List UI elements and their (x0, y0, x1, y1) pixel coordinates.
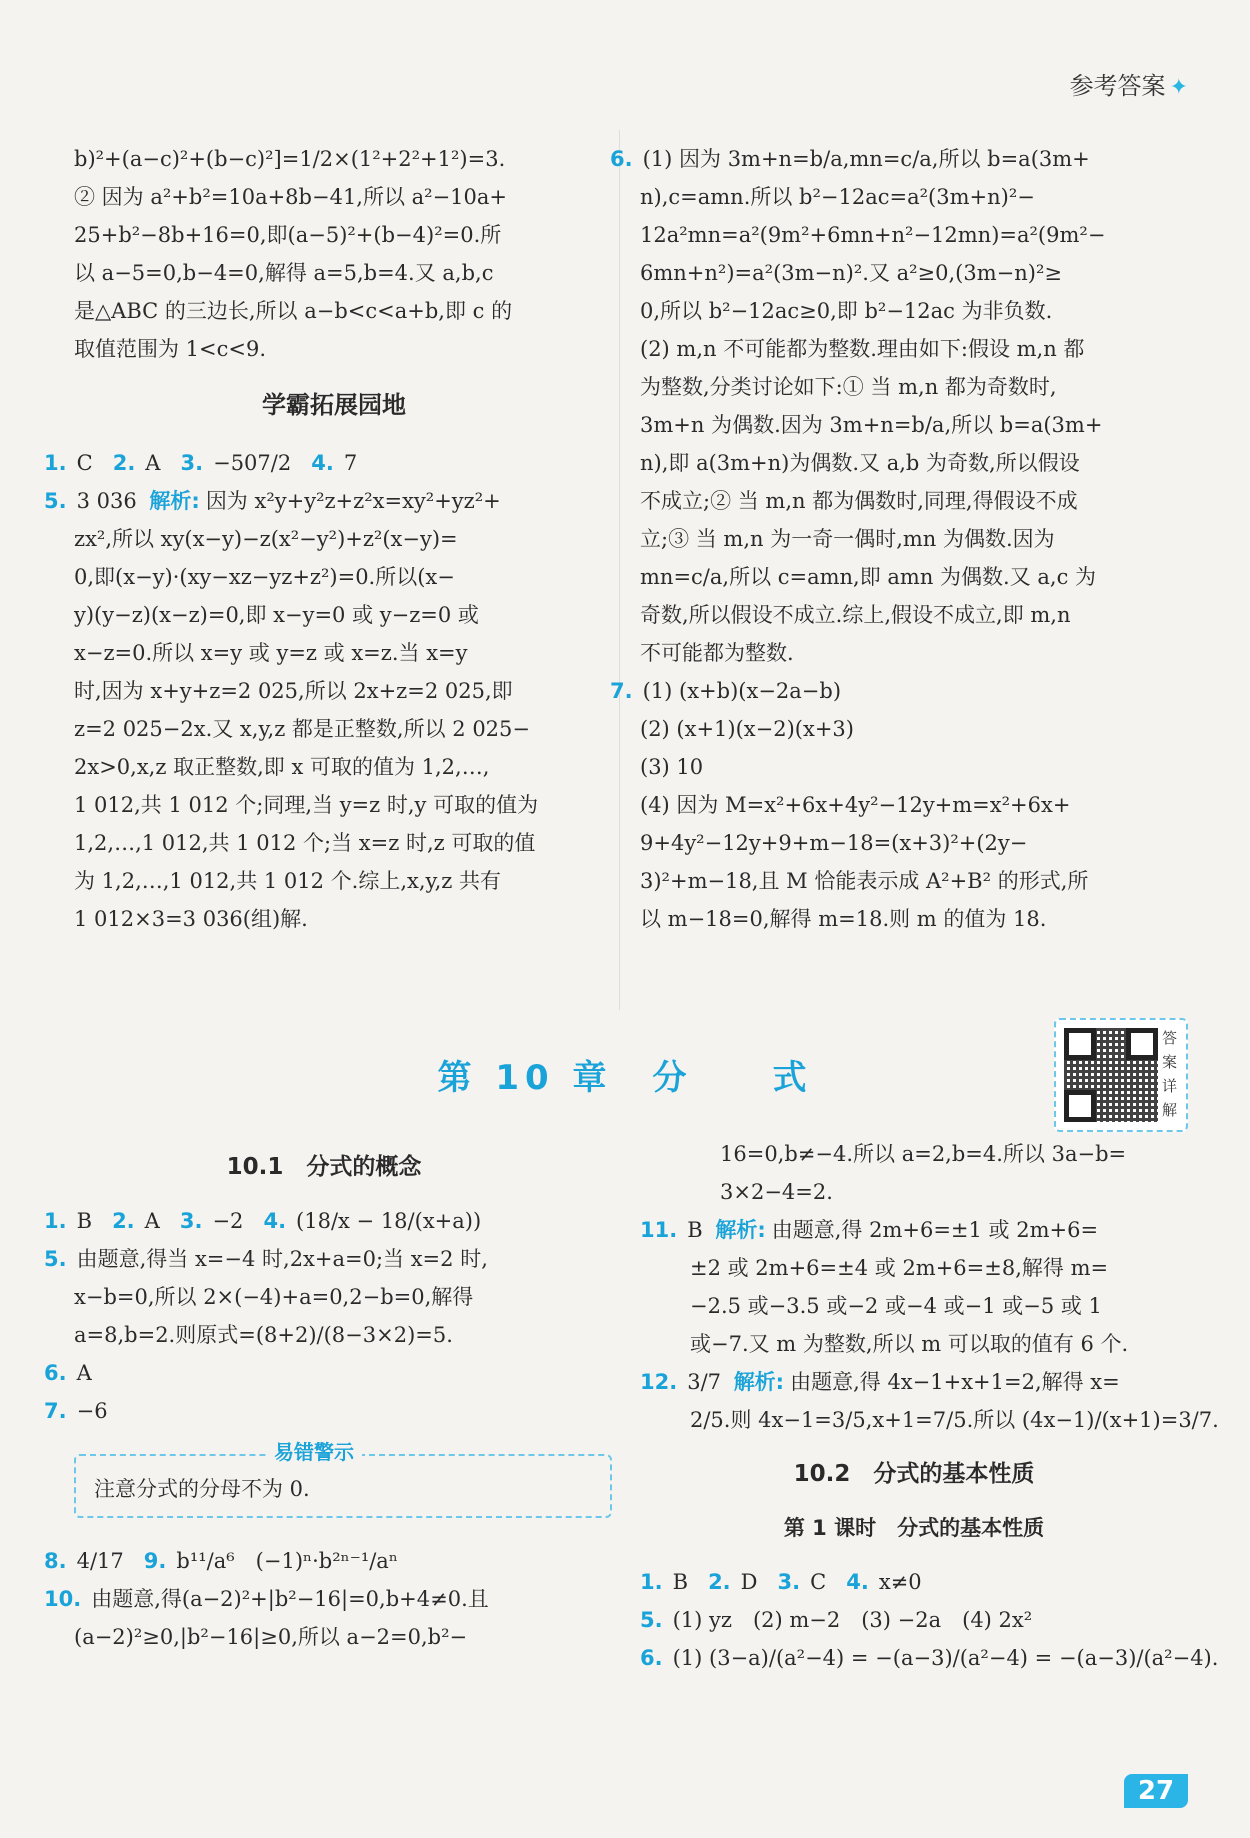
answer: A (144, 1209, 160, 1233)
answer: (1) (3−a)/(a²−4) = −(a−3)/(a²−4) = −(a−3)/(a²−4). (672, 1646, 1219, 1670)
left-column-bottom (44, 1148, 604, 1656)
qr-finder (1064, 1090, 1096, 1122)
s101-q6 (44, 1354, 604, 1392)
question-number: 3. (777, 1570, 801, 1594)
text-line: 25+b²−8b+16=0,即(a−5)²+(b−4)²=0.所 (74, 223, 502, 247)
text-line: (1) (x+b)(x−2a−b) (642, 679, 842, 703)
text-line: 12a²mn=a²(9m²+6mn+n²−12mn)=a²(9m²− (640, 223, 1106, 247)
s102-q5 (640, 1601, 1188, 1639)
column-divider (619, 130, 620, 1010)
xueba-section-title: 学霸拓展园地 (262, 391, 406, 419)
text-line: 16=0,b≠−4.所以 a=2,b=4.所以 3a−b= (720, 1142, 1127, 1166)
question-number: 2. (112, 451, 136, 475)
right-column-top (610, 140, 1188, 938)
text-line: (2) (x+1)(x−2)(x+3) (640, 717, 854, 741)
answer: B (672, 1570, 689, 1594)
answer: −2 (212, 1209, 244, 1233)
text-line: 或−7.又 m 为整数,所以 m 可以取的值有 6 个. (690, 1332, 1129, 1356)
hint-label: 解析: (715, 1218, 766, 1242)
s101-q1-4 (44, 1202, 604, 1240)
warning-title: 易错警示 (266, 1440, 362, 1464)
text-line: 由题意,得 4x−1+x+1=2,解得 x= (790, 1370, 1120, 1394)
text-line: 由题意,得(a−2)²+|b²−16|=0,b+4≠0.且 (91, 1587, 489, 1611)
text-line: zx²,所以 xy(x−y)−z(x²−y²)+z²(x−y)= (74, 527, 458, 551)
question-number: 6. (610, 147, 633, 171)
question-number: 10. (44, 1587, 82, 1611)
right-column-bottom (640, 1135, 1219, 1677)
question-number: 6. (640, 1646, 663, 1670)
text-line: 1 012,共 1 012 个;同理,当 y=z 时,y 可取的值为 (74, 793, 539, 817)
text-line: x−b=0,所以 2×(−4)+a=0,2−b=0,解得 (74, 1285, 474, 1309)
question-number: 7. (44, 1399, 67, 1423)
hint-label: 解析: (733, 1370, 785, 1394)
text-line: 1 012×3=3 036(组)解. (74, 907, 308, 931)
answer: −6 (76, 1399, 108, 1423)
question-number: 5. (44, 1247, 67, 1271)
text-line: 3m+n 为偶数.因为 3m+n=b/a,所以 b=a(3m+ (640, 413, 1103, 437)
warning-text: 注意分式的分母不为 0. (94, 1477, 310, 1501)
text-line: 不可能都为整数. (640, 641, 794, 665)
text-line: ② 因为 a²+b²=10a+8b−41,所以 a²−10a+ (74, 185, 508, 209)
question-number: 12. (640, 1370, 678, 1394)
text-line: 取值范围为 1<c<9. (74, 337, 267, 361)
s101-q10-header (44, 1580, 604, 1618)
xueba-answers-row (44, 444, 594, 482)
s101-q12-header (640, 1363, 1188, 1401)
qr-code[interactable] (1054, 1018, 1188, 1132)
answer: B (76, 1209, 93, 1233)
question-number: 7. (610, 679, 633, 703)
answer: 4/17 (76, 1549, 124, 1573)
text-line: n),c=amn.所以 b²−12ac=a²(3m+n)²− (640, 185, 1035, 209)
text-line: 因为 x²y+y²z+z²x=xy²+yz²+ (205, 489, 501, 513)
section-10-1-title: 10.1 分式的概念 (226, 1154, 422, 1180)
text-line: 不成立;② 当 m,n 都为偶数时,同理,得假设不成 (640, 489, 1078, 513)
question-number: 9. (143, 1549, 167, 1573)
text-line: 2x>0,x,z 取正整数,即 x 可取的值为 1,2,…, (74, 755, 490, 779)
s101-q5-header (44, 1240, 604, 1278)
text-line: 由题意,得 2m+6=±1 或 2m+6= (771, 1218, 1099, 1242)
answer: −507/2 (213, 451, 292, 475)
text-line: 2/5.则 4x−1=3/5,x+1=7/5.所以 (4x−1)/(x+1)=3/7. (690, 1408, 1219, 1432)
qr-finder (1126, 1028, 1158, 1060)
hint-label: 解析: (149, 489, 200, 513)
question-number: 4. (263, 1209, 287, 1233)
text-line: 为整数,分类讨论如下:① 当 m,n 都为奇数时, (640, 375, 1057, 399)
lesson-1-title: 第 1 课时 分式的基本性质 (783, 1516, 1045, 1540)
page-number: 27 (1124, 1774, 1188, 1808)
question-number: 1. (44, 1209, 67, 1233)
answer: 3 036 (76, 489, 137, 513)
text-line: −2.5 或−3.5 或−2 或−4 或−1 或−5 或 1 (690, 1294, 1102, 1318)
text-line: 1,2,…,1 012,共 1 012 个;当 x=z 时,z 可取的值 (74, 831, 536, 855)
q7-header (610, 672, 1188, 710)
answer: b¹¹/a⁶ (−1)ⁿ·b²ⁿ⁻¹/aⁿ (176, 1549, 398, 1573)
qr-label: 答案详解 (1162, 1029, 1178, 1119)
text-line: 奇数,所以假设不成立.综上,假设不成立,即 m,n (640, 603, 1071, 627)
answer: C (76, 451, 93, 475)
question-number: 4. (311, 451, 334, 475)
header-label: 参考答案 ✦ (1069, 72, 1188, 100)
warning-box (74, 1440, 612, 1518)
answer: A (145, 451, 161, 475)
answer: (18/x − 18/(x+a)) (296, 1209, 482, 1233)
text-line: (2) m,n 不可能都为整数.理由如下:假设 m,n 都 (640, 337, 1085, 361)
answer: D (740, 1570, 758, 1594)
text-line: y)(y−z)(x−z)=0,即 x−y=0 或 y−z=0 或 (74, 603, 479, 627)
section-10-2-title: 10.2 分式的基本性质 (793, 1461, 1035, 1487)
question-number: 3. (179, 1209, 203, 1233)
text-line: (4) 因为 M=x²+6x+4y²−12y+m=x²+6x+ (640, 793, 1071, 817)
text-line: 时,因为 x+y+z=2 025,所以 2x+z=2 025,即 (74, 679, 513, 703)
text-line: z=2 025−2x.又 x,y,z 都是正整数,所以 2 025− (74, 717, 531, 741)
text-line: 由题意,得当 x=−4 时,2x+a=0;当 x=2 时, (76, 1247, 488, 1271)
text-line: n),即 a(3m+n)为偶数.又 a,b 为奇数,所以假设 (640, 451, 1080, 475)
text-line: (3) 10 (640, 755, 704, 779)
s102-q6 (640, 1639, 1219, 1677)
text-line: 是△ABC 的三边长,所以 a−b<c<a+b,即 c 的 (74, 299, 513, 323)
question-number: 6. (44, 1361, 67, 1385)
text-line: a=8,b=2.则原式=(8+2)/(8−3×2)=5. (74, 1323, 453, 1347)
s101-q8-9 (44, 1542, 604, 1580)
text-line: 3×2−4=2. (720, 1180, 833, 1204)
s101-q7 (44, 1392, 604, 1430)
answer: x≠0 (878, 1570, 922, 1594)
text-line: (1) 因为 3m+n=b/a,mn=c/a,所以 b=a(3m+ (642, 147, 1090, 171)
text-line: 以 m−18=0,解得 m=18.则 m 的值为 18. (640, 907, 1047, 931)
question-number: 5. (44, 489, 67, 513)
qr-finder (1064, 1028, 1096, 1060)
text-line: 为 1,2,…,1 012,共 1 012 个.综上,x,y,z 共有 (74, 869, 502, 893)
question-number: 2. (708, 1570, 731, 1594)
text-line: ±2 或 2m+6=±4 或 2m+6=±8,解得 m= (690, 1256, 1109, 1280)
question-number: 2. (112, 1209, 135, 1233)
q6-header (610, 140, 1188, 178)
s102-q1-4 (640, 1563, 1188, 1601)
question-number: 11. (640, 1218, 678, 1242)
text-line: 9+4y²−12y+9+m−18=(x+3)²+(2y− (640, 831, 1028, 855)
chapter-title: 第 10 章 分 式 (437, 1058, 813, 1098)
q5-header (44, 482, 594, 520)
answer: C (810, 1570, 827, 1594)
question-number: 8. (44, 1549, 67, 1573)
text-line: mn=c/a,所以 c=amn,即 amn 为偶数.又 a,c 为 (640, 565, 1097, 589)
text-line: b)²+(a−c)²+(b−c)²]=1/2×(1²+2²+1²)=3. (74, 147, 506, 171)
s101-q11-header (640, 1211, 1188, 1249)
answer: 7 (343, 451, 358, 475)
text-line: 0,即(x−y)·(xy−xz−yz+z²)=0.所以(x− (74, 565, 455, 589)
text-line: 6mn+n²)=a²(3m−n)².又 a²≥0,(3m−n)²≥ (640, 261, 1062, 285)
text-line: 立;③ 当 m,n 为一奇一偶时,mn 为偶数.因为 (640, 527, 1055, 551)
sparkle-icon: ✦ (1169, 75, 1188, 100)
answer: 3/7 (687, 1370, 721, 1394)
answer: B (687, 1218, 703, 1242)
question-number: 1. (44, 451, 67, 475)
answer: (1) yz (2) m−2 (3) −2a (4) 2x² (672, 1608, 1033, 1632)
text-line: 0,所以 b²−12ac≥0,即 b²−12ac 为非负数. (640, 299, 1053, 323)
answer: A (76, 1361, 92, 1385)
left-column-top (44, 140, 594, 938)
question-number: 4. (846, 1570, 869, 1594)
question-number: 1. (640, 1570, 663, 1594)
text-line: 以 a−5=0,b−4=0,解得 a=5,b=4.又 a,b,c (74, 261, 494, 285)
text-line: 3)²+m−18,且 M 恰能表示成 A²+B² 的形式,所 (640, 869, 1089, 893)
text-line: (a−2)²≥0,|b²−16|≥0,所以 a−2=0,b²− (74, 1625, 468, 1649)
question-number: 3. (180, 451, 204, 475)
text-line: x−z=0.所以 x=y 或 y=z 或 x=z.当 x=y (74, 641, 468, 665)
question-number: 5. (640, 1608, 663, 1632)
